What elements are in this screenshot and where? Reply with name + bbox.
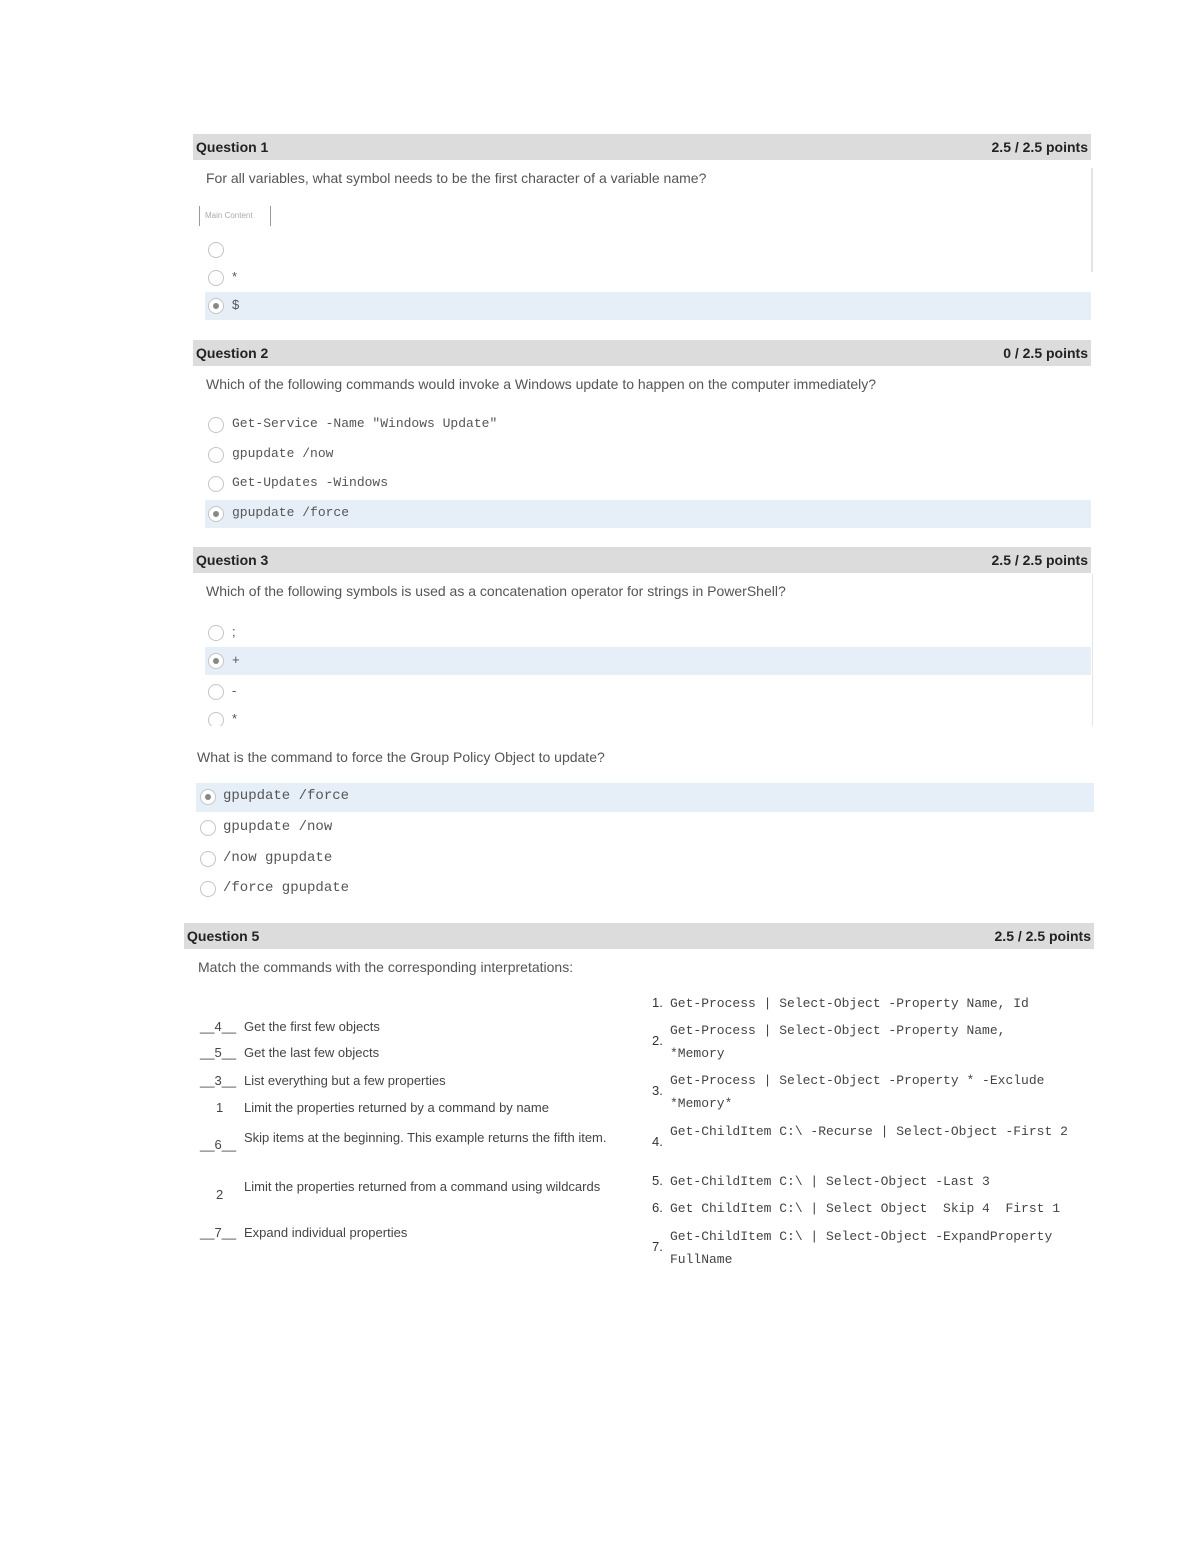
radio-button[interactable] — [208, 417, 224, 433]
command-code: Get-ChildItem C:\ | Select-Object -ExpandProperty FullName — [670, 1229, 1053, 1267]
answer-option[interactable] — [196, 845, 1094, 873]
radio-button[interactable] — [208, 447, 224, 463]
command-number: 2. — [652, 1033, 663, 1048]
question-5-header — [184, 923, 1094, 949]
main-content-label: Main Content — [205, 211, 253, 220]
question-points: 2.5 / 2.5 points — [994, 928, 1091, 944]
question-points: 2.5 / 2.5 points — [991, 139, 1088, 155]
question-points: 0 / 2.5 points — [1003, 345, 1088, 361]
question-text: Match the commands with the corresponding interpretations: — [198, 959, 574, 975]
option-text: + — [232, 652, 240, 667]
radio-button-checked[interactable] — [208, 653, 224, 669]
answer-option-selected[interactable] — [205, 500, 1091, 528]
answer-option[interactable] — [205, 236, 1091, 264]
match-answer[interactable]: __7__ — [200, 1225, 237, 1240]
match-row[interactable] — [200, 1127, 640, 1169]
question-title: Question 3 — [196, 552, 269, 568]
match-label: Limit the properties returned by a command by name — [244, 1100, 549, 1115]
question-text: For all variables, what symbol needs to be the first character of a variable name? — [206, 170, 707, 186]
command-item — [652, 1069, 1092, 1115]
match-answer[interactable]: __3__ — [200, 1073, 237, 1088]
option-text: - — [232, 683, 237, 698]
command-code: Get-Process | Select-Object -Property * -Exclude *Memory* — [670, 1073, 1045, 1111]
command-item — [652, 992, 1092, 1014]
question-points: 2.5 / 2.5 points — [991, 552, 1088, 568]
question-text: What is the command to force the Group Policy Object to update? — [197, 749, 605, 765]
option-text: /force gpupdate — [223, 880, 350, 896]
answer-option-selected[interactable] — [205, 647, 1091, 675]
option-text: gpupdate /force — [223, 788, 350, 804]
command-item — [652, 1197, 1094, 1219]
match-label: Get the first few objects — [244, 1019, 380, 1034]
command-number: 4. — [652, 1134, 663, 1149]
match-label: List everything but a few properties — [244, 1073, 446, 1088]
command-code: Get-ChildItem C:\ | Select-Object -Last 3 — [670, 1174, 990, 1189]
option-text: Get-Service -Name "Windows Update" — [232, 416, 498, 431]
command-code: Get ChildItem C:\ | Select Object Skip 4 First 1 — [670, 1201, 1061, 1216]
match-answer[interactable]: 1 — [216, 1100, 224, 1115]
question-text: Which of the following commands would invoke a Windows update to happen on the computer immediately? — [206, 376, 877, 392]
radio-button[interactable] — [208, 270, 224, 286]
radio-button-checked[interactable] — [208, 298, 224, 314]
question-2-header — [193, 340, 1091, 366]
answer-option[interactable] — [205, 470, 1091, 498]
option-text: gpupdate /now — [223, 819, 333, 835]
option-text: * — [232, 711, 238, 726]
question-3-header — [193, 547, 1091, 573]
radio-button[interactable] — [208, 684, 224, 700]
scrollbar[interactable] — [1092, 574, 1093, 726]
answer-option[interactable] — [205, 264, 1091, 292]
answer-option[interactable] — [205, 706, 1091, 726]
command-code: Get-Process | Select-Object -Property Name, *Memory — [670, 1023, 1006, 1061]
radio-button[interactable] — [200, 820, 216, 836]
answer-option[interactable] — [205, 678, 1091, 706]
command-code: Get-Process | Select-Object -Property Name, Id — [670, 996, 1029, 1011]
option-text: $ — [232, 297, 240, 312]
question-title: Question 1 — [196, 139, 269, 155]
radio-button[interactable] — [208, 712, 224, 726]
question-text: Which of the following symbols is used as a concatenation operator for strings in PowerShell? — [206, 583, 786, 599]
match-label: Get the last few objects — [244, 1045, 380, 1060]
match-label: Skip items at the beginning. This example returns the fifth item. — [244, 1130, 607, 1145]
command-item — [652, 1170, 1092, 1192]
question-title: Question 5 — [187, 928, 260, 944]
command-item — [652, 1019, 1092, 1065]
command-number: 1. — [652, 995, 663, 1010]
option-text: gpupdate /now — [232, 446, 334, 461]
radio-button[interactable] — [208, 625, 224, 641]
question-1-header — [193, 134, 1091, 160]
command-number: 5. — [652, 1173, 663, 1188]
answer-option[interactable] — [205, 619, 1091, 647]
answer-option[interactable] — [205, 441, 1091, 469]
radio-button[interactable] — [208, 476, 224, 492]
radio-button[interactable] — [200, 881, 216, 897]
radio-button[interactable] — [208, 242, 224, 258]
command-item — [652, 1225, 1092, 1271]
answer-option-selected[interactable] — [205, 292, 1091, 320]
match-answer[interactable]: __6__ — [200, 1137, 237, 1152]
match-label: Limit the properties returned from a command using wildcards — [244, 1179, 601, 1194]
command-number: 3. — [652, 1083, 663, 1098]
scrollbar[interactable] — [1091, 168, 1093, 272]
match-answer[interactable]: __5__ — [200, 1045, 237, 1060]
answer-option[interactable] — [196, 814, 1094, 842]
command-item — [652, 1120, 1092, 1166]
command-code: Get-ChildItem C:\ -Recurse | Select-Object -First 2 — [670, 1124, 1068, 1139]
match-label: Expand individual properties — [244, 1225, 408, 1240]
question-title: Question 2 — [196, 345, 269, 361]
answer-option-selected[interactable] — [196, 783, 1094, 812]
command-number: 7. — [652, 1239, 663, 1254]
main-content-link[interactable] — [199, 206, 271, 226]
match-answer[interactable]: 2 — [216, 1187, 224, 1202]
radio-button-checked[interactable] — [200, 789, 216, 805]
answer-option[interactable] — [196, 875, 1094, 903]
option-text: Get-Updates -Windows — [232, 475, 389, 490]
match-row[interactable] — [200, 1176, 640, 1218]
radio-button-checked[interactable] — [208, 506, 224, 522]
radio-button[interactable] — [200, 851, 216, 867]
match-answer[interactable]: __4__ — [200, 1019, 237, 1034]
option-text: * — [232, 269, 238, 284]
option-text: /now gpupdate — [223, 850, 333, 866]
answer-option[interactable] — [205, 411, 1091, 439]
option-text: ; — [232, 624, 236, 639]
command-number: 6. — [652, 1200, 663, 1215]
option-text: gpupdate /force — [232, 505, 350, 520]
